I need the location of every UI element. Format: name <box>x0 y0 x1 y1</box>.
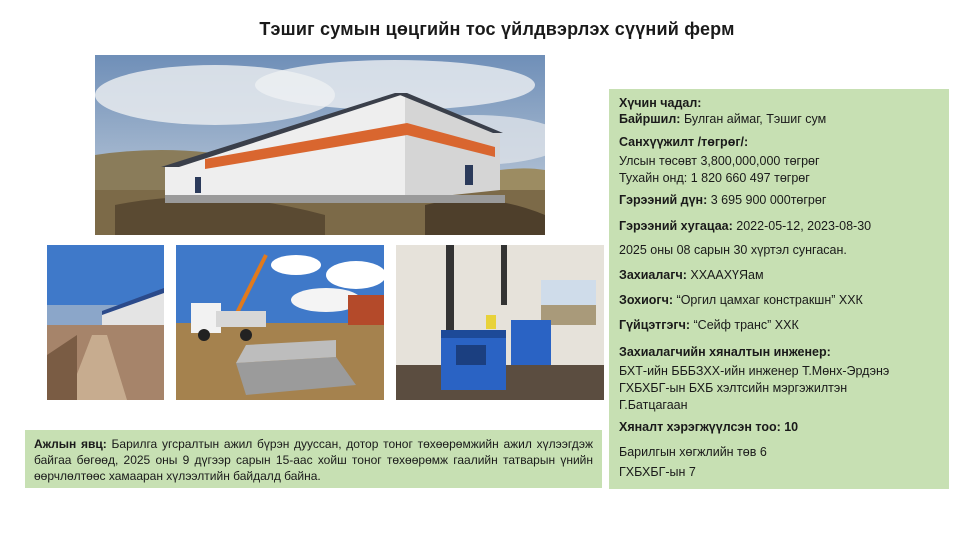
extension-line: 2025 оны 08 сарын 30 хүртэл сунгасан. <box>619 243 847 257</box>
capacity-label: Хүчин чадал: <box>619 96 702 110</box>
location-label: Байршил: <box>619 112 681 126</box>
contract-amount-label: Гэрээний дүн: <box>619 193 708 207</box>
supervisor-line-1: БХТ-ийн БББЗХХ-ийн инженер Т.Мөнх-Эрдэнэ <box>619 364 890 378</box>
page-title: Тэшиг сумын цөцгийн тос үйлдвэрлэх сүүний ферм <box>259 19 735 39</box>
inspection-line-2: ГХБХБГ-ын 7 <box>619 465 696 479</box>
contractor-row <box>619 317 799 334</box>
boiler-room-photo <box>396 245 604 400</box>
work-progress-box <box>25 430 602 488</box>
contract-term-row <box>619 218 871 235</box>
supervisor-line-2: ГХБХБГ-ын БХБ хэлтсийн мэргэжилтэн <box>619 381 848 395</box>
designer-label: Зохиогч: <box>619 293 674 307</box>
contract-term-value: 2022-05-12, 2023-08-30 <box>736 219 872 233</box>
contract-amount-row <box>619 192 826 209</box>
building-photo <box>95 55 545 235</box>
supervisor-label: Захиалагчийн хяналтын инженер: <box>619 345 831 359</box>
construction-photo <box>176 245 384 400</box>
supervisor-line-3: Г.Батцагаан <box>619 398 688 412</box>
project-info-panel <box>609 89 949 489</box>
client-row <box>619 267 764 284</box>
location-row <box>619 111 826 128</box>
inspection-line-1: Барилгын хөгжлийн төв 6 <box>619 445 767 459</box>
designer-value: “Оргил цамхаг констракшн” ХХК <box>676 293 863 307</box>
contract-amount-value: 3 695 900 000төгрөг <box>710 193 827 207</box>
client-label: Захиалагч: <box>619 268 687 282</box>
inspections-label: Хяналт хэрэгжүүлсэн тоо: 10 <box>619 420 799 434</box>
work-progress-text: Барилга угсралтын ажил бүрэн дууссан, дотор тоног төхөөрөмжийн ажил хүлээгдэж байгаа бөгөөд, 2025 оны 9 дүгээр сарын 15-аас хойш тоног төхөөрөмж гаалийн татварын үнийн өөрчлөлтөөс хамааран хүлээлтийн байдалд байна. <box>34 437 593 483</box>
contractor-value: “Сейф транс” ХХК <box>693 318 799 332</box>
designer-row <box>619 292 863 309</box>
contractor-label: Гүйцэтгэгч: <box>619 318 691 332</box>
current-year-line: Тухайн онд: 1 820 660 497 төгрөг <box>619 171 810 185</box>
client-value: ХХААХҮЯам <box>690 268 764 282</box>
work-progress-label: Ажлын явц: <box>34 437 107 451</box>
contract-term-label: Гэрээний хугацаа: <box>619 219 733 233</box>
funding-label: Санхүүжилт /төгрөг/: <box>619 135 749 149</box>
budget-line: Улсын төсөвт 3,800,000,000 төгрөг <box>619 154 820 168</box>
location-value: Булган аймаг, Тэшиг сум <box>683 112 827 126</box>
road-photo <box>47 245 164 400</box>
